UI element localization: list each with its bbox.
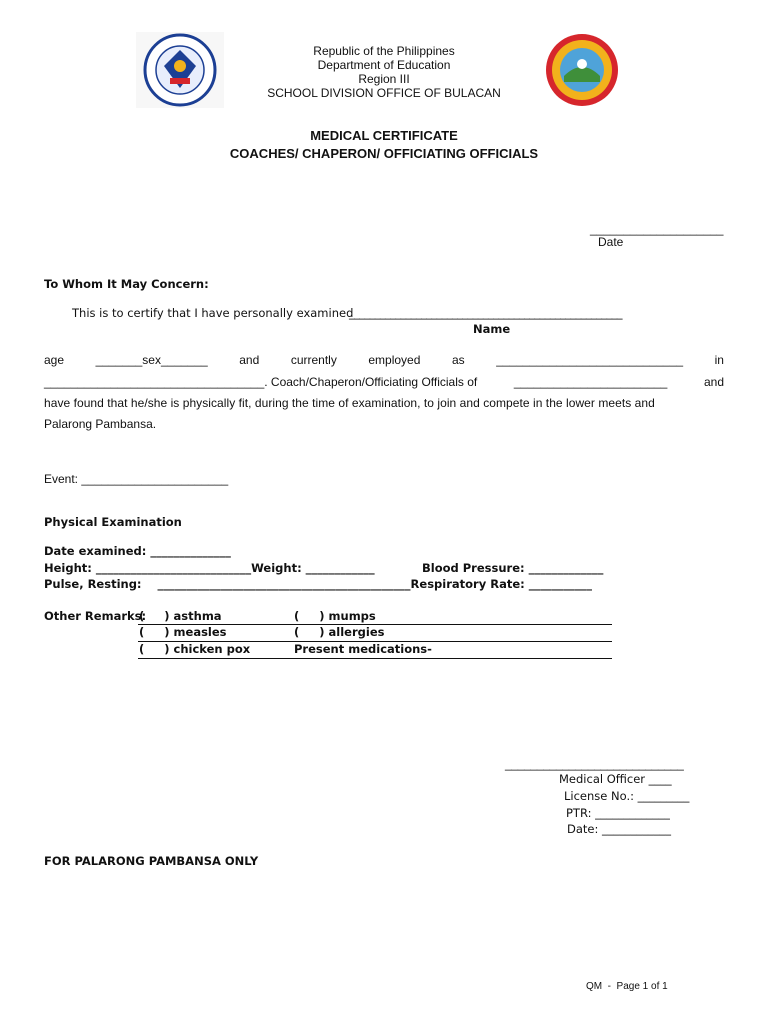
word-and-2: and: [703, 375, 724, 389]
remark-underline-3: [138, 658, 612, 659]
certify-text: This is to certify that I have personally examined: [72, 306, 354, 320]
age-sex-blanks: _______sex_______: [95, 353, 208, 367]
remark-measles: ( ) measles: [139, 625, 227, 639]
remark-present-medications: Present medications-: [294, 642, 432, 656]
signature-date-field: Date: ____________: [567, 822, 672, 836]
word-as: as: [451, 353, 465, 367]
name-label: Name: [473, 322, 511, 336]
remark-chicken-pox: ( ) chicken pox: [139, 642, 251, 656]
remark-mumps: ( ) mumps: [294, 609, 376, 623]
page-footer: QM - Page 1 of 1: [586, 981, 668, 992]
physical-exam-heading: Physical Examination: [44, 515, 182, 529]
ptr-field: PTR: _____________: [566, 806, 670, 820]
document-title: MEDICAL CERTIFICATE: [310, 128, 458, 143]
word-in: in: [714, 353, 724, 367]
word-age: age: [44, 353, 65, 367]
name-blank: _____________________________________________________: [349, 306, 622, 320]
date-blank: ____________________: [590, 222, 724, 236]
other-remarks-label: Other Remarks:: [44, 609, 147, 623]
remark-allergies: ( ) allergies: [294, 625, 385, 639]
word-currently: currently: [290, 353, 337, 367]
document-subtitle: COACHES/ CHAPERON/ OFFICIATING OFFICIALS: [229, 146, 539, 161]
salutation: To Whom It May Concern:: [44, 277, 209, 291]
position-text: _________________________________. Coach/Chaperon/Officiating Officials of: [44, 375, 478, 389]
header-region: Region III: [358, 72, 410, 86]
word-employed: employed: [368, 353, 421, 367]
height-weight-field: Height: ___________________________Weight: ____________: [44, 561, 375, 575]
medical-officer-label: Medical Officer ____: [559, 772, 672, 786]
employer-blank: ____________________________: [496, 353, 684, 367]
pulse-respiratory-field: Pulse, Resting: ____________________________________________Respiratory Rate: ___________: [44, 577, 592, 591]
remark-asthma: ( ) asthma: [139, 609, 222, 623]
word-and: and: [239, 353, 260, 367]
signature-line: ____________________________: [505, 757, 684, 771]
date-label: Date: [598, 235, 624, 249]
officials-blank: _______________________: [513, 375, 668, 389]
paragraph-row-4: Palarong Pambansa.: [44, 417, 157, 431]
paragraph-row-1: [44, 353, 724, 367]
date-examined-field: Date examined: ______________: [44, 544, 231, 558]
header-department: Department of Education: [317, 58, 451, 72]
paragraph-row-3: have found that he/she is physically fit, during the time of examination, to join and compete in the lower meets and: [44, 396, 655, 410]
blood-pressure-field: Blood Pressure: _____________: [422, 561, 604, 575]
header-country: Republic of the Philippines: [313, 44, 455, 58]
event-field: Event: ______________________: [44, 472, 229, 486]
paragraph-row-2: [44, 375, 724, 389]
deped-seal-logo: [136, 32, 224, 108]
header-division: SCHOOL DIVISION OFFICE OF BULACAN: [267, 86, 501, 100]
palarong-note: FOR PALARONG PAMBANSA ONLY: [44, 854, 259, 868]
license-no-field: License No.: _________: [564, 789, 690, 803]
bulacan-division-seal-logo: [538, 32, 626, 108]
